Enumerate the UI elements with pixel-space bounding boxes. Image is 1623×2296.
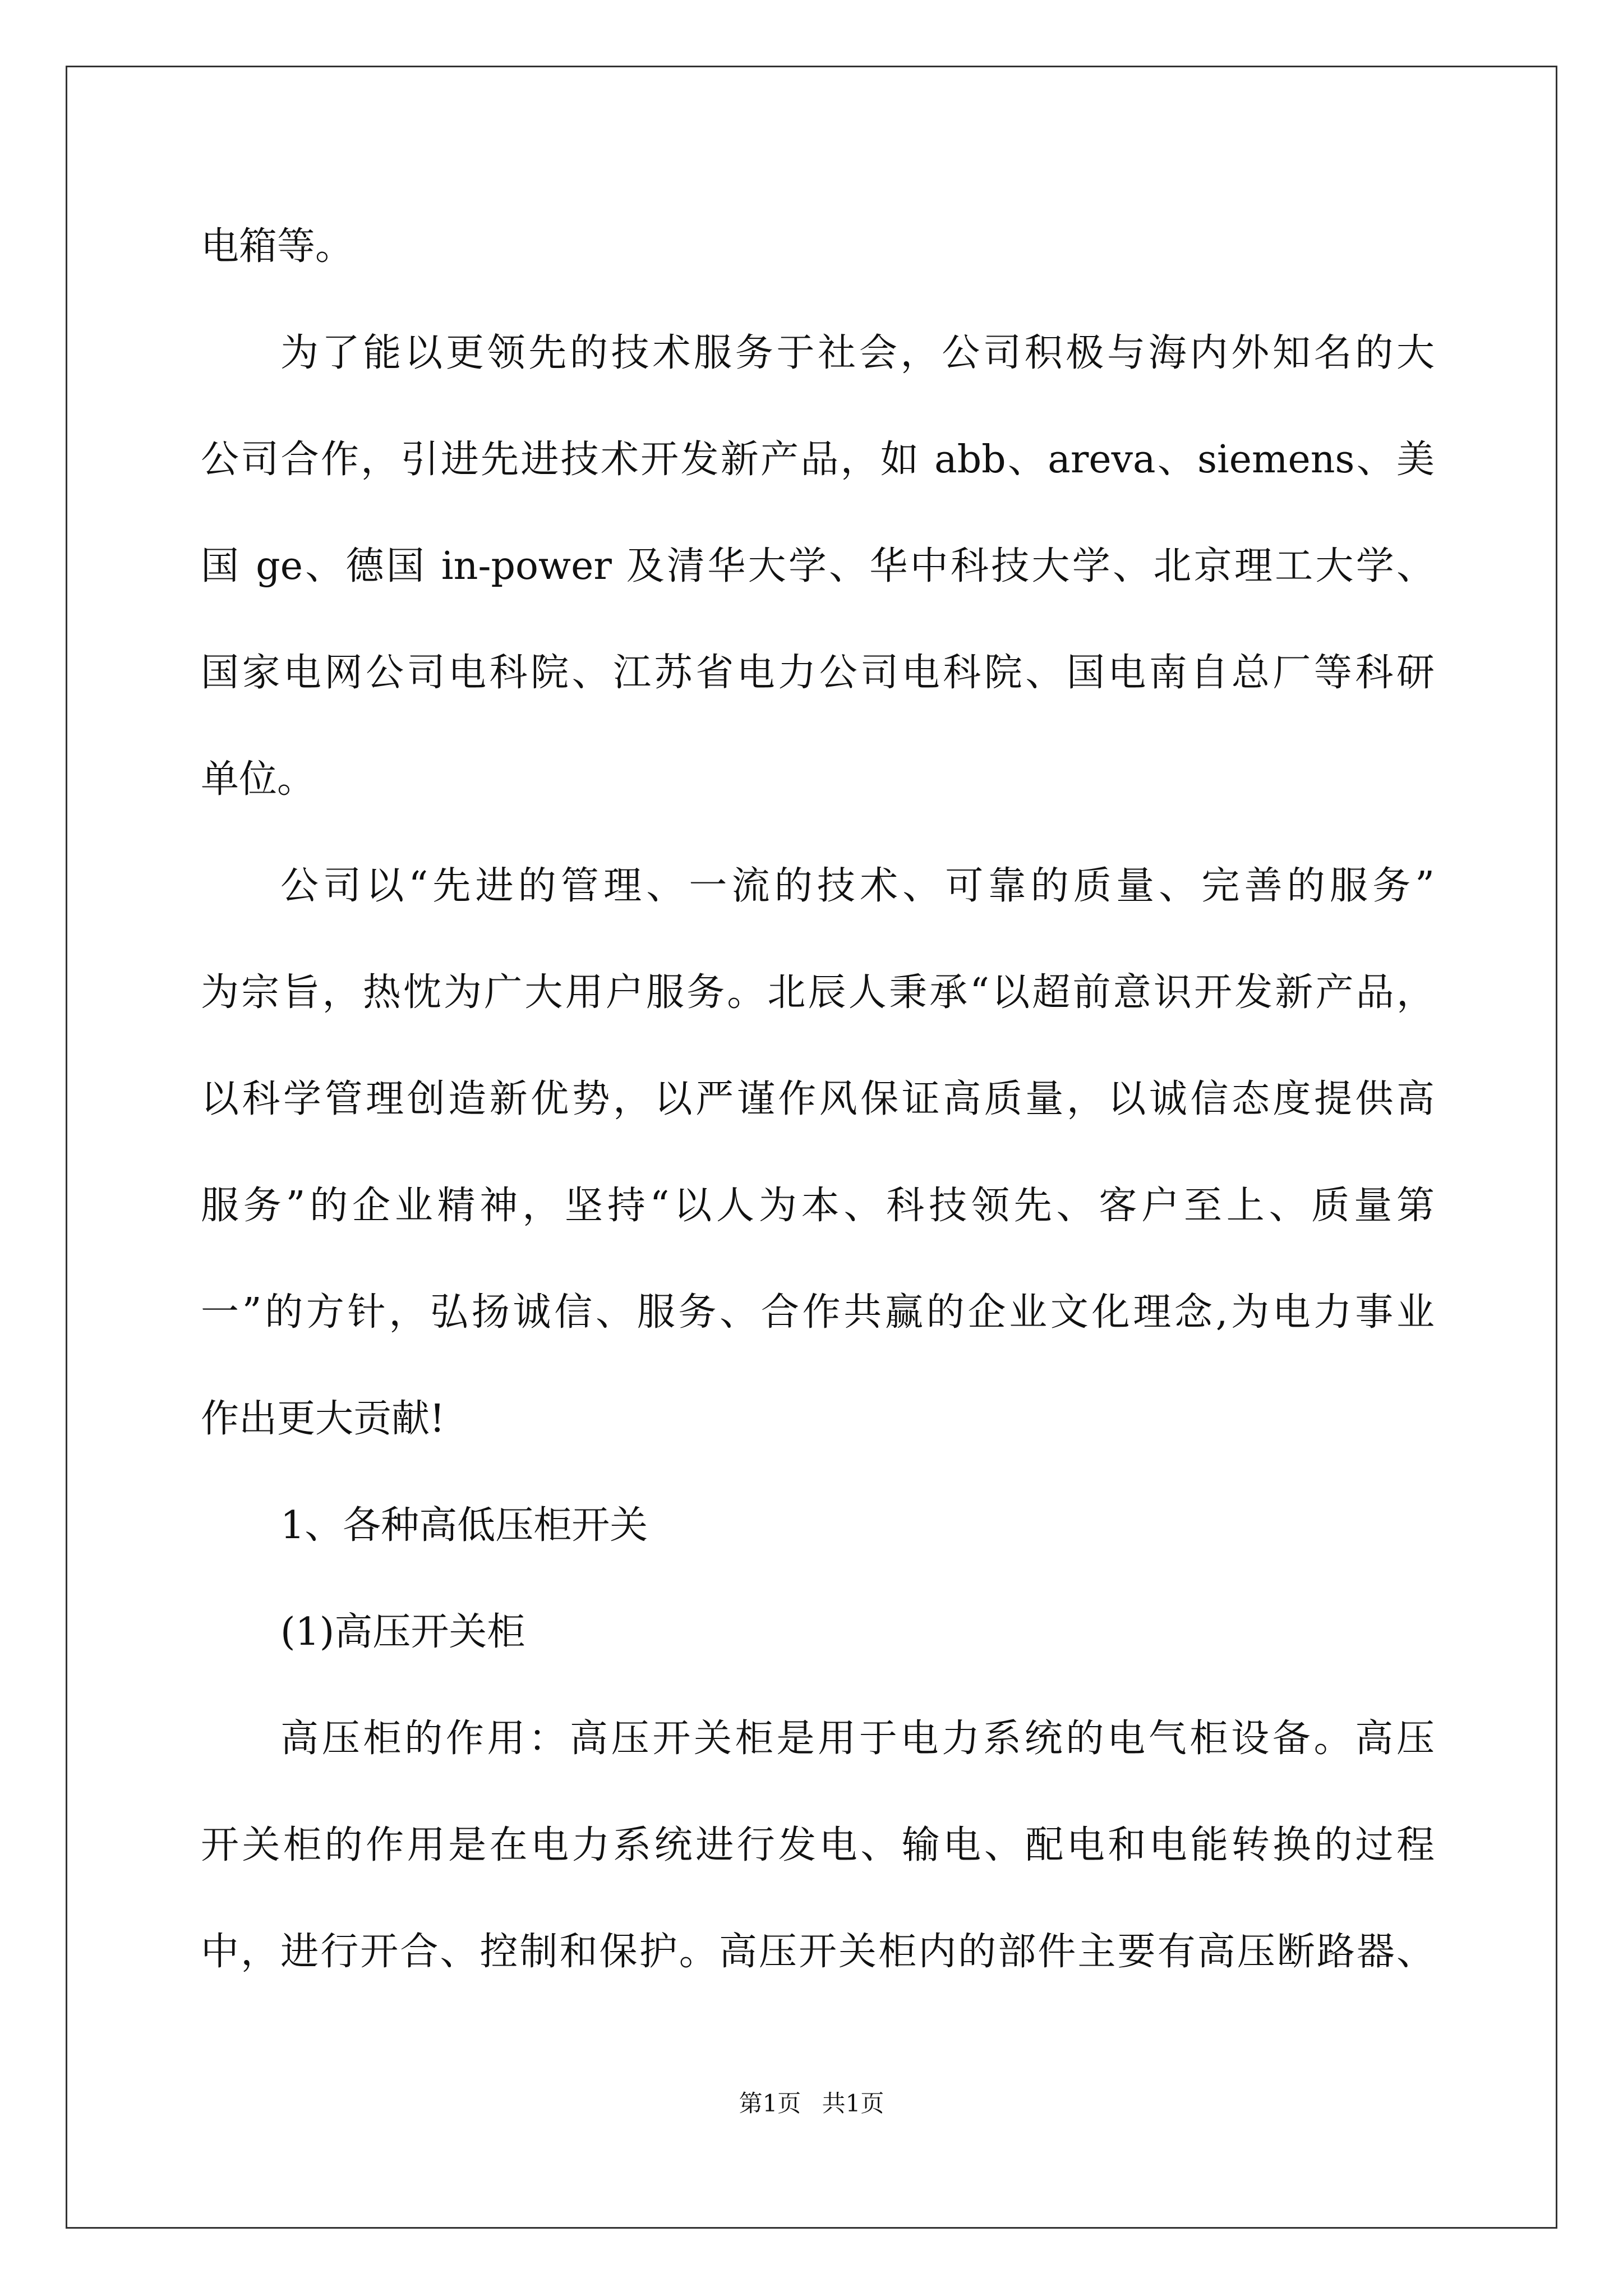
paragraph-first-line: 公司以“先进的管理、一流的技术、可靠的质量、完善的服务” [280,864,1435,908]
page-border [66,66,1557,2229]
paragraph-first-line: 为了能以更领先的技术服务于社会，公司积极与海内外知名的大 [280,331,1435,375]
text-line: 为宗旨，热忱为广大用户服务。北辰人秉承“以超前意识开发新产品， [201,970,1435,1015]
text-line: 开关柜的作用是在电力系统进行发电、输电、配电和电能转换的过程 [201,1823,1435,1867]
text-line: 一”的方针，弘扬诚信、服务、合作共赢的企业文化理念,为电力事业 [201,1290,1435,1335]
text-line: 作出更大贡献! [201,1397,445,1441]
section-heading: 1、各种高低压柜开关 [280,1503,648,1548]
text-line: 电箱等。 [201,224,354,269]
text-line: 公司合作，引进先进技术开发新产品，如 abb、areva、siemens、美 [201,438,1435,482]
paragraph-first-line: 高压柜的作用：高压开关柜是用于电力系统的电气柜设备。高压 [280,1717,1435,1761]
text-line: 中，进行开合、控制和保护。高压开关柜内的部件主要有高压断路器、 [201,1930,1435,1974]
page-number-total: 共1页 [822,2090,884,2117]
page-number-current: 第1页 [739,2090,801,2117]
text-line: 以科学管理创造新优势，以严谨作风保证高质量，以诚信态度提供高 [201,1077,1435,1121]
text-line: 单位。 [201,757,316,802]
text-line: 国 ge、德国 in-power 及清华大学、华中科技大学、北京理工大学、 [201,544,1435,588]
page-footer [0,2090,1623,2118]
text-line: 国家电网公司电科院、江苏省电力公司电科院、国电南自总厂等科研 [201,651,1435,695]
subsection-heading: (1)高压开关柜 [280,1610,525,1654]
text-line: 服务”的企业精神，坚持“以人为本、科技领先、客户至上、质量第 [201,1184,1435,1228]
